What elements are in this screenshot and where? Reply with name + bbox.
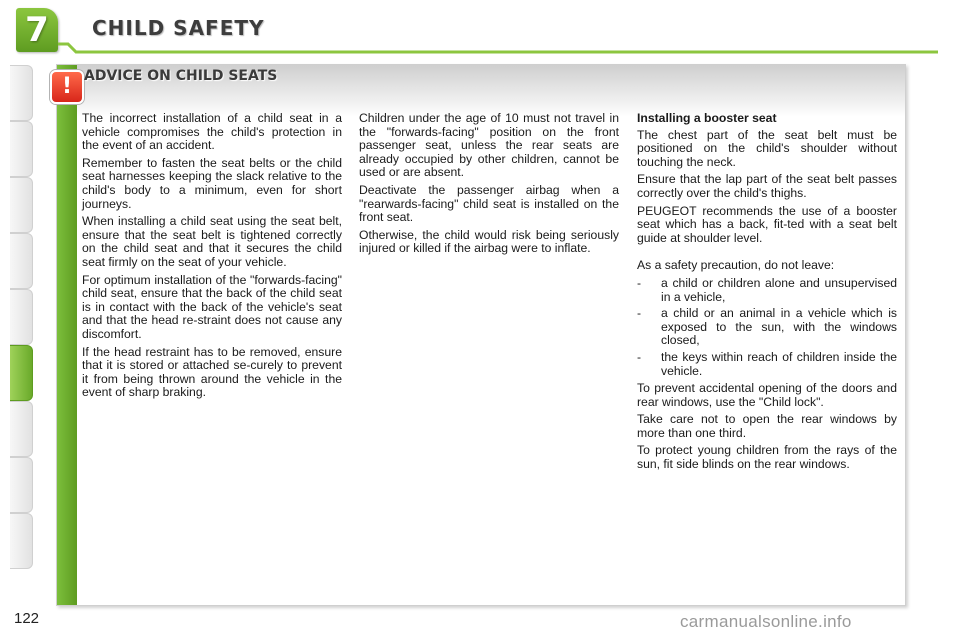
chapter-title: CHILD SAFETY [92,16,265,40]
list-dash: - [637,349,642,364]
text-column-2 [359,112,619,260]
paragraph: The incorrect installation of a child seat in a vehicle compromises the child's protection in the event of an accident. [82,111,342,153]
paragraph: PEUGEOT recommends the use of a booster seat which has a back, fit-ted with a seat belt guide at shoulder level. [637,203,897,245]
paragraph: To protect young children from the rays of the sun, fit side blinds on the rear windows. [637,443,897,472]
chapter-number: 7 [25,10,49,50]
precaution-list [637,277,897,378]
chapter-tab-active[interactable] [10,345,33,401]
paragraph: Remember to fasten the seat belts or the child seat harnesses keeping the slack relative to the child's body to a minimum, even for short journeys. [82,155,342,211]
paragraph: To prevent accidental opening of the doors and rear windows, use the "Child lock". [637,381,897,409]
paragraph: Ensure that the lap part of the seat belt passes correctly over the child's thighs. [637,172,897,200]
paragraph: The chest part of the seat belt must be positioned on the child's shoulder without touching the neck. [637,127,897,169]
list-item [637,351,897,378]
list-item-text: a child or children alone and unsupervised in a vehicle, [661,275,897,304]
chapter-tab[interactable] [10,121,33,177]
paragraph: Otherwise, the child would risk being seriously injured or killed if the airbag were to inflate. [359,227,619,256]
warning-icon: ! [50,70,84,104]
subsection-heading: Installing a booster seat [637,111,777,125]
paragraph: Take care not to open the rear windows by more than one third. [637,412,897,440]
chapter-tab[interactable] [10,177,33,233]
chapter-tab[interactable] [10,65,33,121]
watermark: carmanualsonline.info [680,612,852,631]
precaution-intro: As a safety precaution, do not leave: [637,258,835,273]
text-column-1 [82,112,342,404]
paragraph: For optimum installation of the "forwards-facing" child seat, ensure that the back of the child seat is in contact with the back of the vehicle's seat and that the head re-straint does not cause any discomfort. [82,272,342,341]
text-column-3 [637,112,897,476]
list-dash: - [637,306,642,321]
chapter-tab[interactable] [10,289,33,345]
panel-accent-stripe [57,65,77,605]
list-item [637,307,897,348]
chapter-tab[interactable] [10,233,33,289]
page-number: 122 [14,610,40,627]
list-item-text: a child or an animal in a vehicle which is exposed to the sun, with the windows closed, [661,306,897,348]
paragraph: If the head restraint has to be removed, ensure that it is stored or attached se-curely to prevent it from being thrown around the vehicle in the event of sharp braking. [82,344,342,400]
list-item-text: the keys within reach of children inside the vehicle. [661,349,897,378]
chapter-tabs [10,65,34,577]
list-dash: - [637,275,642,290]
chapter-tab[interactable] [10,457,33,513]
paragraph: Deactivate the passenger airbag when a "rearwards-facing" child seat is installed on the front seat. [359,182,619,225]
chapter-tab[interactable] [10,401,33,457]
section-title: ADVICE ON CHILD SEATS [84,68,278,84]
paragraph: When installing a child seat using the seat belt, ensure that the seat belt is tightened correctly on the child seat and that it secures the child seat firmly on the seat of your vehicle. [82,214,342,269]
paragraph: Children under the age of 10 must not travel in the "forwards-facing" position on the front passenger seat, unless the rear seats are already occupied by other children, cannot be used or are absent. [359,111,619,180]
chapter-badge [16,8,58,52]
list-item [637,277,897,304]
chapter-tab[interactable] [10,513,33,569]
